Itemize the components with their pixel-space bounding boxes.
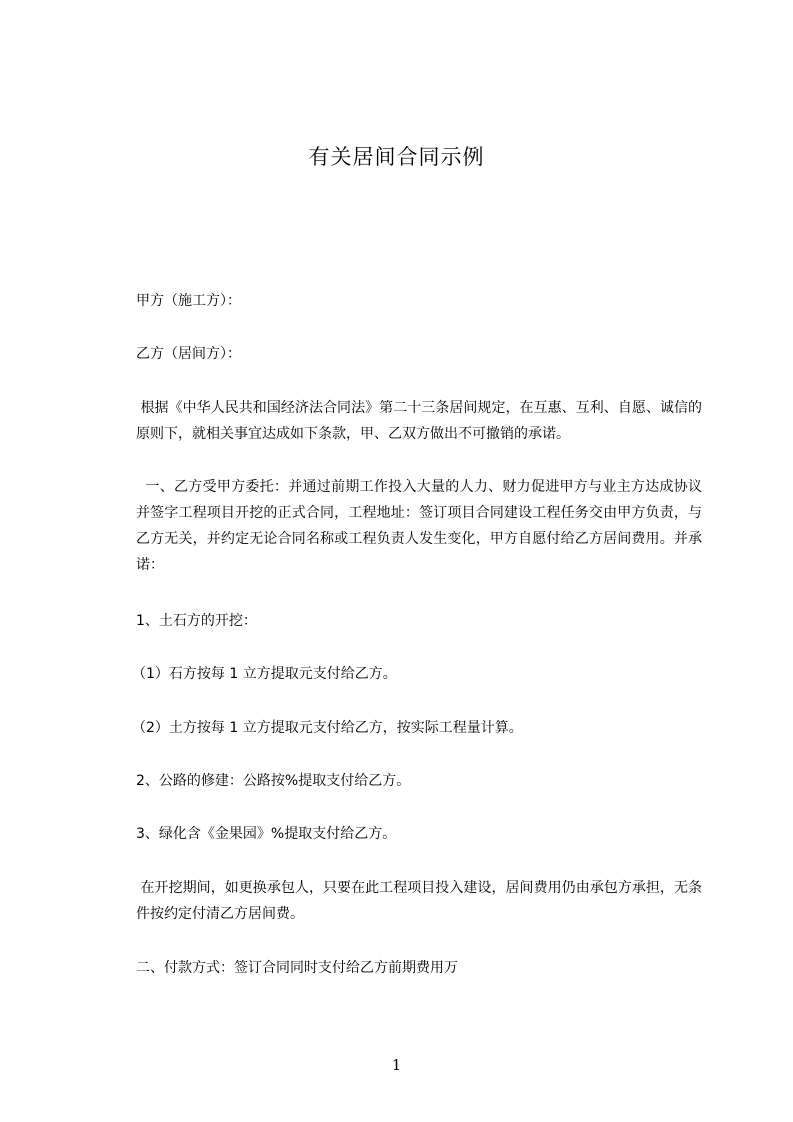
item-greening: 3、绿化含《金果园》%提取支付给乙方。 <box>136 826 397 842</box>
clause-one-paragraph: 一、乙方受甲方委托：并通过前期工作投入大量的人力、财力促进甲方与业主方达成协议并签字工程项目开挖的正式合同，工程地址：签订项目合同建设工程任务交由甲方负责，与乙方无关，并约定无论合同名称或工程负责人发生变化，甲方自愿付给乙方居间费用。并承诺： <box>136 479 703 573</box>
item-road-construction: 2、公路的修建：公路按%提取支付给乙方。 <box>136 773 411 789</box>
preamble-paragraph: 根据《中华人民共和国经济法合同法》第二十三条居间规定，在互惠、互利、自愿、诚信的原则下，就相关事宜达成如下条款，甲、乙双方做出不可撤销的承诺。 <box>136 400 703 442</box>
party-a-line: 甲方（施工方）： <box>136 293 241 309</box>
document-title: 有关居间合同示例 <box>308 145 485 169</box>
clause-two-payment: 二、付款方式：签订合同同时支付给乙方前期费用万 <box>136 960 458 976</box>
contractor-change-paragraph: 在开挖期间，如更换承包人，只要在此工程项目投入建设，居间费用仍由承包方承担，无条件按约定付清乙方居间费。 <box>136 880 703 922</box>
page-number: 1 <box>391 1056 402 1074</box>
item-earthwork: 1、土石方的开挖： <box>136 613 257 629</box>
item-stonework: （1）石方按每 1 立方提取元支付给乙方。 <box>132 666 397 682</box>
party-b-line: 乙方（居间方）： <box>136 346 241 362</box>
item-soilwork: （2）土方按每 1 立方提取元支付给乙方，按实际工程量计算。 <box>132 720 523 736</box>
